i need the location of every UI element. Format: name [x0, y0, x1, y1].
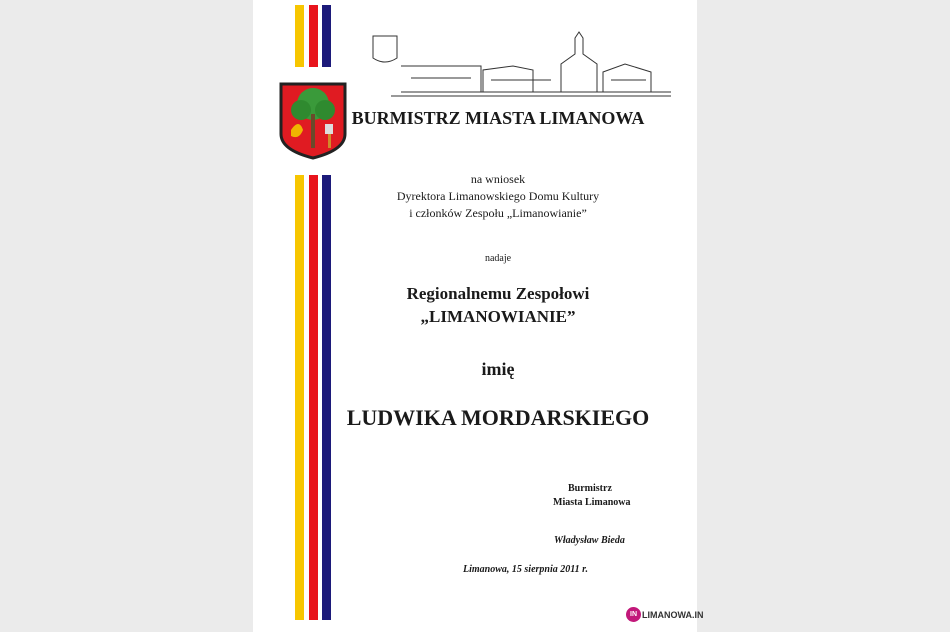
intro-line-2: Dyrektora Limanowskiego Domu Kultury [396, 189, 600, 203]
intro-line-3: i członków Zespołu „Limanowianie” [409, 206, 587, 220]
watermark-logo [626, 607, 704, 622]
signature-name: Władysław Bieda [554, 535, 625, 546]
signature-role-1: Burmistrz [568, 483, 612, 494]
patron-name: LUDWIKA MORDARSKIEGO [346, 405, 650, 430]
flag-stripe-yellow [295, 5, 304, 67]
recipient-line-2: „LIMANOWIANIE” [420, 307, 576, 326]
flag-stripe-red-long [309, 175, 318, 620]
intro-line-1: na wniosek [470, 172, 526, 186]
watermark-text: LIMANOWA.IN [642, 609, 704, 620]
flag-stripe-yellow-long [295, 175, 304, 620]
signature-role-2: Miasta Limanowa [553, 497, 631, 508]
issuer-title: BURMISTRZ MIASTA LIMANOWA [351, 108, 645, 128]
recipient-line-1: Regionalnemu Zespołowi [406, 284, 590, 303]
town-skyline-illustration [371, 26, 676, 98]
flag-stripe-blue [322, 5, 331, 67]
place-date: Limanowa, 15 sierpnia 2011 r. [463, 564, 589, 575]
flag-stripe-blue-long [322, 175, 331, 620]
document-page [253, 0, 704, 632]
verb-text: nadaje [484, 253, 512, 264]
name-word: imię [481, 359, 515, 379]
watermark-badge: IN [626, 607, 641, 622]
flag-stripe-red [309, 5, 318, 67]
